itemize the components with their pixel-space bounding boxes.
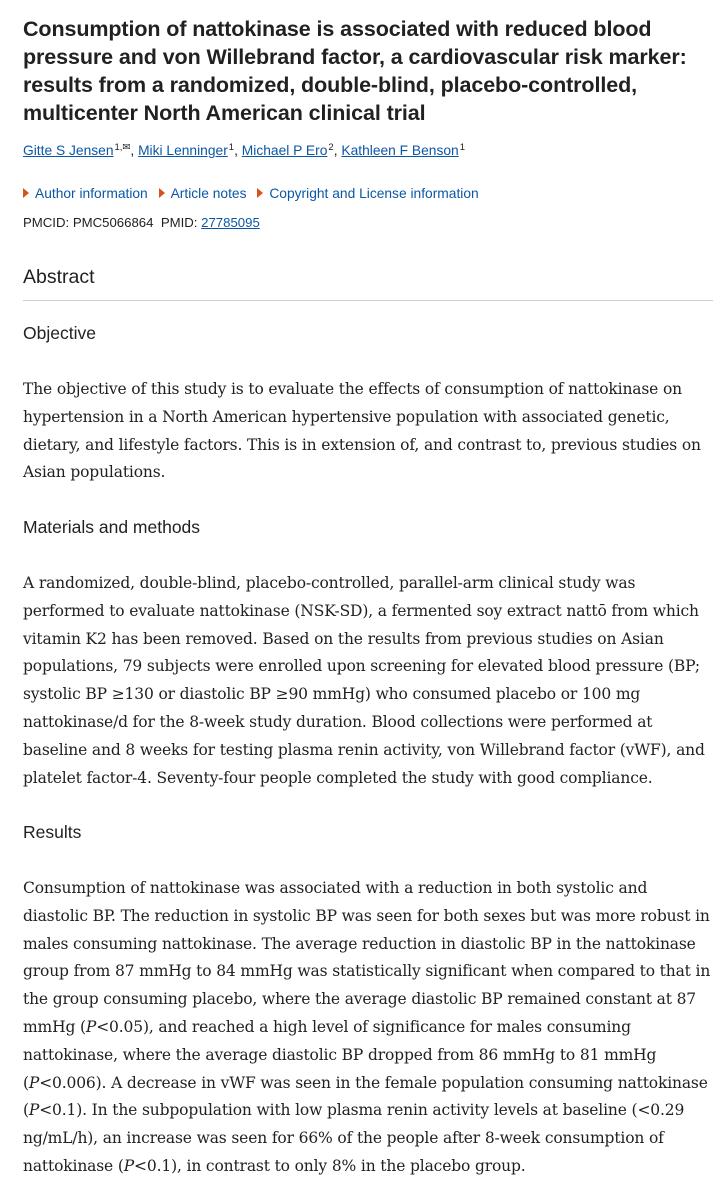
abstract-heading: Abstract bbox=[23, 266, 95, 288]
article-title: Consumption of nattokinase is associated with reduced blood pressure and von Willebrand factor, a cardiovascular risk marker: results from a randomized, double-blind, placebo-controlled, multicenter North American clinical trial bbox=[23, 17, 687, 125]
methods-heading: Materials and methods bbox=[23, 517, 201, 537]
abstract-divider bbox=[23, 300, 713, 301]
copyright-license-toggle[interactable]: Copyright and License information bbox=[257, 186, 478, 201]
author-affiliation-sup: 2 bbox=[328, 142, 334, 153]
author-affiliation-sup: 1 bbox=[228, 142, 235, 153]
pmcid-value: PMC5066864 bbox=[72, 215, 154, 230]
author-link-benson[interactable]: Kathleen F Benson bbox=[341, 143, 459, 158]
article-identifiers bbox=[23, 215, 260, 230]
caret-right-icon bbox=[23, 188, 29, 198]
article-notes-toggle[interactable]: Article notes bbox=[159, 186, 247, 201]
caret-right-icon bbox=[257, 188, 263, 198]
methods-paragraph: A randomized, double-blind, placebo-controlled, parallel-arm clinical study was performed to evaluate nattokinase (NSK-SD), a fermented soy extract nattō from which vitamin K2 has been removed. Based on the results from previous studies on Asian populations, 79 subjects were enrolled upon screening for elevated blood pressure (BP; systolic BP ≥130 or diastolic BP ≥90 mmHg) who consumed placebo or 100 mg nattokinase/d for the 8-week study duration. Blood collections were performed at baseline and 8 weeks for testing plasma renin activity, von Willebrand factor (vWF), and platelet factor-4. Seventy-four people completed the study with good compliance. bbox=[23, 574, 705, 787]
pmcid-label: PMCID: bbox=[23, 215, 70, 230]
results-paragraph: Consumption of nattokinase was associated with a reduction in both systolic and diastolic BP. The reduction in systolic BP was seen for both sexes but was more robust in males consuming nattokinase. The average reduction in diastolic BP in the nattokinase group from 87 mmHg to 84 mmHg was statistically significant when compared to that in the group consuming placebo, where the average diastolic BP remained constant at 87 mmHg (P<0.05), and reached a high level of significance for males consuming nattokinase, where the average diastolic BP dropped from 86 mmHg to 81 mmHg (P<0.006). A decrease in vWF was seen in the female population consuming nattokinase (P<0.1). In the subpopulation with low plasma renin activity levels at baseline (<0.29 ng/mL/h), an increase was seen for 66% of the people after 8-week consumption of nattokinase (P<0.1), in contrast to only 8% in the placebo group. bbox=[23, 879, 711, 1175]
author-affiliation-sup[interactable]: 1,✉ bbox=[114, 142, 131, 153]
results-heading: Results bbox=[23, 822, 82, 842]
article-meta-links bbox=[23, 186, 486, 201]
author-affiliation-sup: 1 bbox=[459, 142, 466, 153]
objective-heading: Objective bbox=[23, 323, 96, 343]
objective-paragraph: The objective of this study is to evaluate the effects of consumption of nattokinase on hypertension in a North American hypertensive population with associated genetic, dietary, and lifestyle factors. This is in extension of, and contrast to, previous studies on Asian populations. bbox=[23, 380, 701, 482]
author-link-jensen[interactable]: Gitte S Jensen bbox=[23, 143, 114, 158]
pmid-link[interactable]: 27785095 bbox=[201, 215, 260, 230]
pmid-label: PMID: bbox=[160, 215, 198, 230]
author-information-toggle[interactable]: Author information bbox=[23, 186, 148, 201]
author-list: Gitte S Jensen$^{1,✉}$, Miki Lenninger$^1$, Michael P Ero$^2$, Kathleen F Benson$^1$ bbox=[23, 142, 466, 158]
author-link-ero[interactable]: Michael P Ero bbox=[241, 143, 328, 158]
author-link-lenninger[interactable]: Miki Lenninger bbox=[138, 143, 228, 158]
caret-right-icon bbox=[159, 188, 165, 198]
